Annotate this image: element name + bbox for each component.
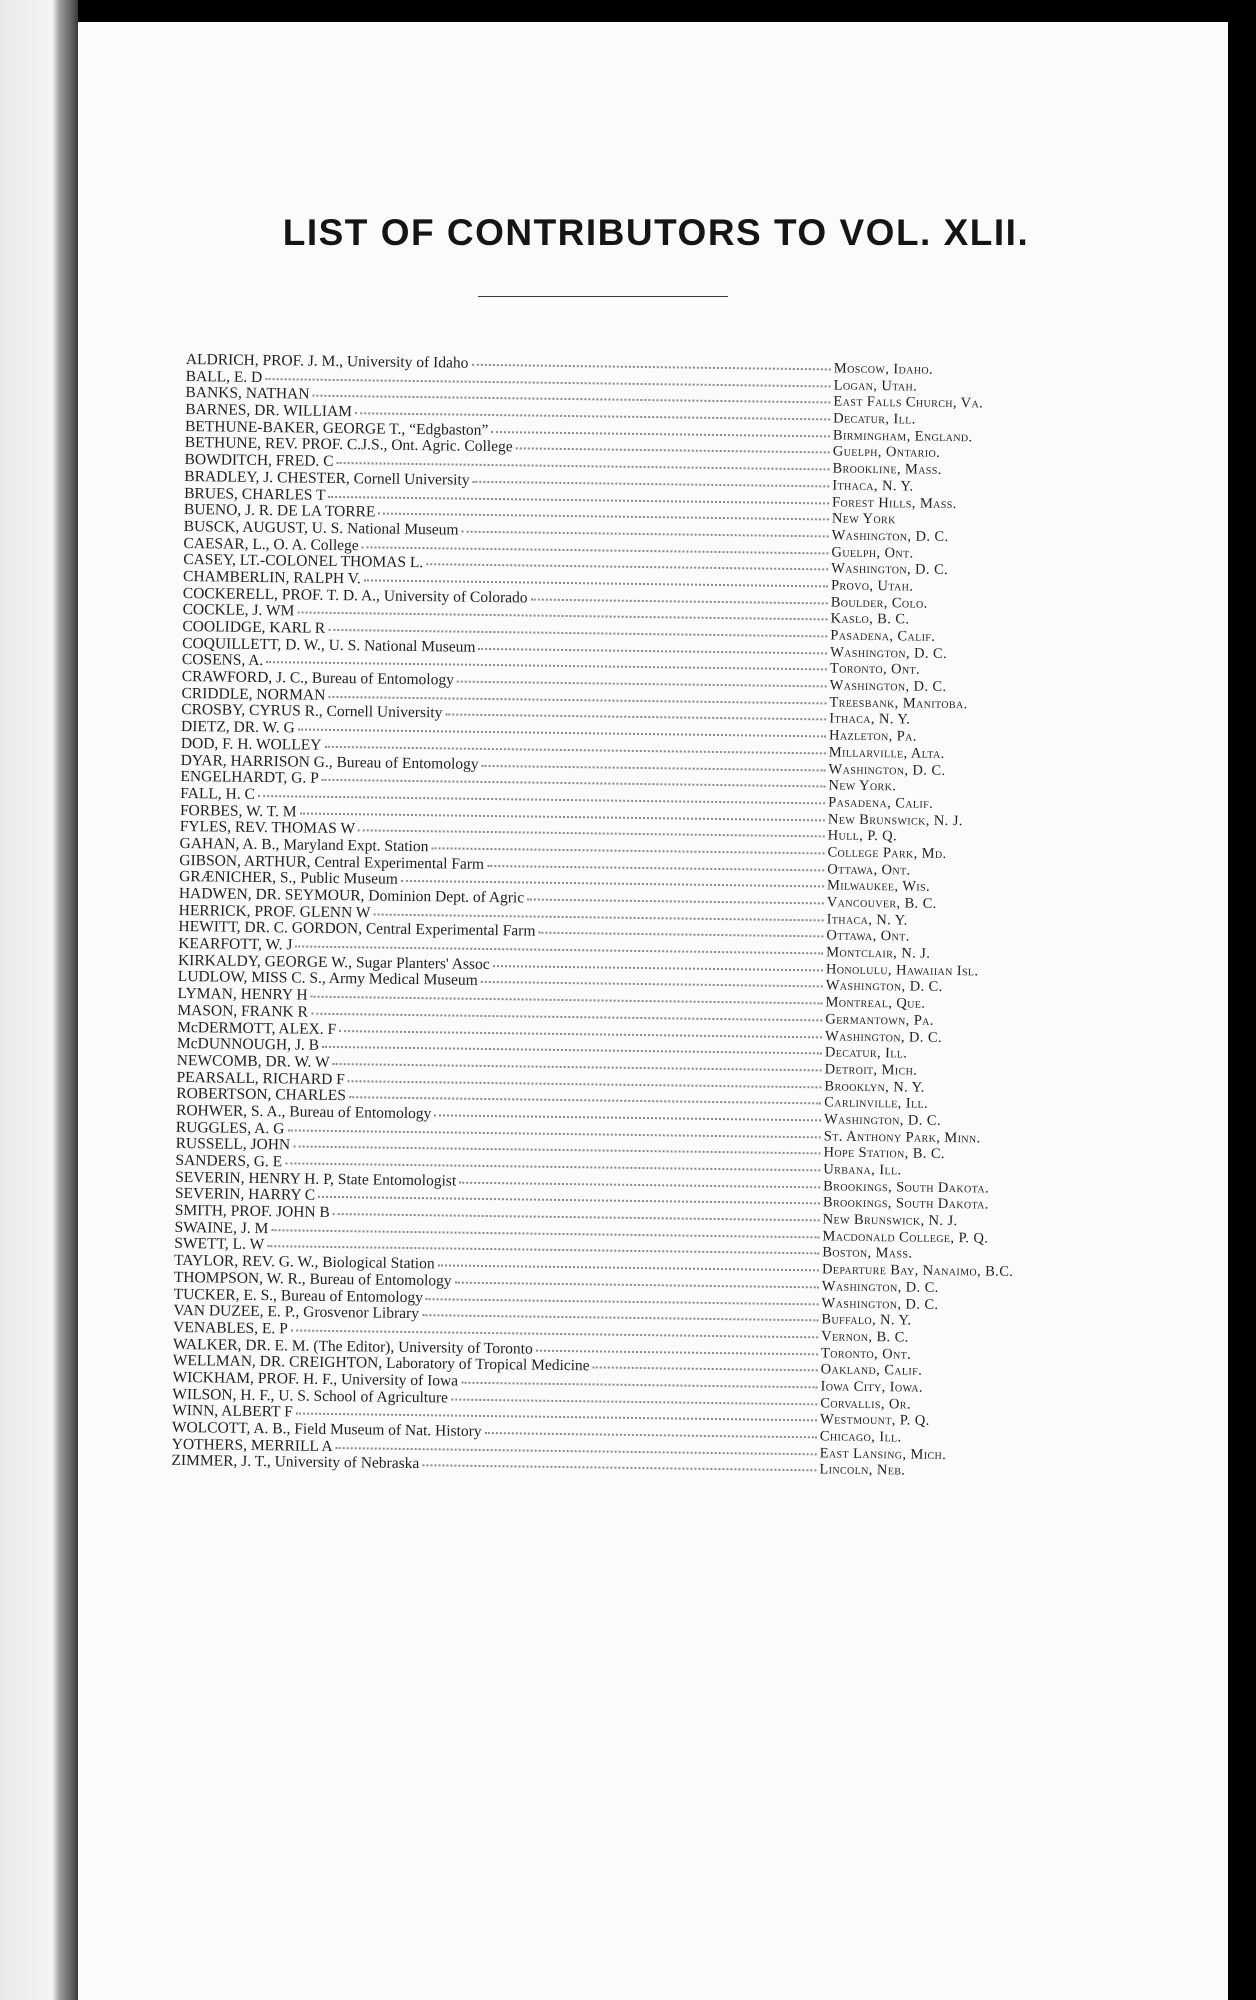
dot-leader bbox=[265, 378, 830, 387]
contributor-name: CAESAR, L., O. A. College bbox=[183, 534, 359, 554]
contributor-name: VENABLES, E. P bbox=[173, 1318, 288, 1338]
dot-leader bbox=[531, 598, 828, 604]
contributor-location: Milwaukee, Wis. bbox=[826, 877, 931, 896]
contributor-location: Detroit, Mich. bbox=[824, 1061, 918, 1079]
dot-leader bbox=[459, 1181, 820, 1188]
dot-leader bbox=[333, 1213, 820, 1221]
contributor-name: HADWEN, DR. SEYMOUR, Dominion Dept. of Agric bbox=[178, 884, 525, 907]
contributor-name: BANKS, NATHAN bbox=[185, 384, 310, 403]
dot-leader bbox=[311, 996, 823, 1005]
contributor-name: CASEY, LT.-COLONEL THOMAS L. bbox=[183, 551, 424, 572]
contributor-location: Westmount, P. Q. bbox=[819, 1411, 930, 1430]
dot-leader bbox=[471, 364, 830, 371]
contributor-location: Ithaca, N. Y. bbox=[832, 477, 914, 495]
dot-leader bbox=[481, 981, 823, 987]
contributor-location: Washington, D. C. bbox=[828, 760, 946, 779]
contributor-location: Buffalo, N. Y. bbox=[821, 1311, 912, 1329]
contributor-location: Brookings, South Dakota. bbox=[822, 1194, 989, 1213]
contributor-location: Kaslo, B. C. bbox=[830, 610, 910, 628]
contributor-location: Hope Station, B. C. bbox=[823, 1144, 946, 1163]
contributor-name: CRIDDLE, NORMAN bbox=[181, 684, 326, 704]
contributor-name: GRÆNICHER, S., Public Museum bbox=[179, 868, 398, 889]
dot-leader bbox=[455, 1281, 819, 1288]
dot-leader bbox=[422, 1314, 818, 1321]
dot-leader bbox=[461, 1382, 817, 1389]
contributor-name: BRADLEY, J. CHESTER, Cornell University bbox=[184, 467, 470, 489]
contributor-location: Millarville, Alta. bbox=[828, 744, 945, 762]
dot-leader bbox=[296, 1413, 817, 1422]
dot-leader bbox=[329, 495, 830, 504]
dot-leader bbox=[300, 812, 825, 821]
contributor-name: ROHWER, S. A., Bureau of Entomology bbox=[175, 1101, 432, 1123]
contributor-location: Ithaca, N. Y. bbox=[829, 710, 911, 728]
contributor-name: HERRICK, PROF. GLENN W bbox=[178, 901, 371, 922]
contributor-name: WALKER, DR. E. M. (The Editor), University of Toronto bbox=[172, 1335, 533, 1358]
contributor-name: WOLCOTT, A. B., Field Museum of Nat. History bbox=[171, 1418, 482, 1440]
contributor-location: Decatur, Ill. bbox=[824, 1044, 908, 1062]
contributor-location: New York. bbox=[828, 777, 897, 795]
contributor-location: Toronto, Ont. bbox=[820, 1344, 912, 1363]
contributor-name: CRAWFORD, J. C., Bureau of Entomology bbox=[181, 668, 455, 689]
contributor-name: DYAR, HARRISON G., Bureau of Entomology bbox=[180, 751, 479, 773]
contributor-location: Washington, D. C. bbox=[829, 677, 947, 696]
contributor-location: Oakland, Calif. bbox=[820, 1361, 923, 1379]
contributor-location: St. Anthony Park, Minn. bbox=[823, 1128, 981, 1147]
dot-leader bbox=[324, 746, 825, 755]
contributor-name: DOD, F. H. WOLLEY bbox=[180, 734, 322, 754]
dot-leader bbox=[298, 729, 826, 738]
contributor-name: ENGELHARDT, G. P bbox=[180, 768, 319, 787]
contributor-name: HEWITT, DR. C. GORDON, Central Experimental Farm bbox=[178, 918, 536, 940]
dot-leader bbox=[271, 1229, 819, 1238]
dot-leader bbox=[373, 913, 823, 921]
contributor-name: COSENS, A. bbox=[181, 651, 264, 670]
contributor-name: SWAINE, J. M bbox=[174, 1218, 269, 1237]
contributor-location: College Park, Md. bbox=[827, 844, 947, 862]
contributor-location: Guelph, Ontario. bbox=[832, 443, 941, 462]
contributor-location: Vancouver, B. C. bbox=[826, 894, 937, 912]
contributor-name: KEARFOTT, W. J bbox=[178, 935, 293, 954]
contributor-location: East Lansing, Mich. bbox=[819, 1445, 947, 1463]
contributor-location: Lincoln, Neb. bbox=[819, 1461, 906, 1479]
page-title: LIST OF CONTRIBUTORS TO VOL. XLII. bbox=[282, 212, 1030, 253]
contributor-location: Vernon, B. C. bbox=[821, 1328, 909, 1346]
contributor-name: SEVERIN, HENRY H. P, State Entomologist bbox=[175, 1168, 457, 1190]
dot-leader bbox=[311, 1013, 822, 1022]
dot-leader bbox=[322, 779, 826, 788]
contributor-name: SWETT, L. W bbox=[174, 1235, 265, 1254]
title-rule bbox=[478, 296, 728, 297]
contributor-name: NEWCOMB, DR. W. W bbox=[176, 1051, 330, 1071]
contributor-name: FALL, H. C bbox=[180, 784, 255, 803]
contributor-location: East Falls Church, Va. bbox=[833, 393, 984, 412]
contributor-name: ALDRICH, PROF. J. M., University of Idaho bbox=[185, 351, 469, 372]
dot-leader bbox=[485, 1432, 817, 1438]
dot-leader bbox=[451, 1398, 817, 1405]
contributor-location: Macdonald College, P. Q. bbox=[822, 1228, 989, 1247]
dot-leader bbox=[462, 530, 829, 537]
contributor-name: COOLIDGE, KARL R bbox=[182, 617, 326, 637]
dot-leader bbox=[438, 1264, 819, 1271]
dot-leader bbox=[337, 462, 830, 470]
contributor-location: Montreal, Que. bbox=[825, 994, 926, 1012]
contributor-location: Provo, Utah. bbox=[830, 577, 914, 595]
dot-leader bbox=[478, 648, 827, 655]
contributor-location: Ithaca, N. Y. bbox=[826, 911, 908, 929]
contributor-location: Brookline, Mass. bbox=[832, 460, 942, 479]
dot-leader bbox=[457, 681, 827, 688]
contributor-name: VAN DUZEE, E. P., Grosvenor Library bbox=[173, 1302, 420, 1323]
contributor-location: Washington, D. C. bbox=[831, 560, 949, 579]
dot-leader bbox=[482, 764, 826, 771]
contributor-name: LUDLOW, MISS C. S., Army Medical Museum bbox=[177, 968, 478, 990]
contributor-location: Brookings, South Dakota. bbox=[823, 1178, 990, 1197]
dot-leader bbox=[362, 546, 829, 554]
contributor-name: CHAMBERLIN, RALPH V. bbox=[182, 567, 361, 588]
contributor-name: COCKLE, J. WM bbox=[182, 601, 295, 620]
contributor-name: BETHUNE, REV. PROF. C.J.S., Ont. Agric. College bbox=[184, 434, 513, 456]
dot-leader bbox=[491, 431, 830, 437]
contributor-location: Washington, D. C. bbox=[830, 644, 948, 662]
contributor-location: Washington, D. C. bbox=[825, 977, 943, 996]
dot-leader bbox=[593, 1367, 818, 1372]
contributor-location: Honolulu, Hawaiian Isl. bbox=[825, 961, 979, 980]
dot-leader bbox=[538, 932, 823, 938]
contributor-name: MASON, FRANK R bbox=[177, 1001, 308, 1021]
contributor-name: BOWDITCH, FRED. C bbox=[184, 451, 334, 471]
contributor-location: Ottawa, Ont. bbox=[826, 927, 910, 945]
dot-leader bbox=[295, 946, 823, 955]
contributor-name: YOTHERS, MERRILL A bbox=[171, 1435, 333, 1455]
dot-leader bbox=[422, 1465, 816, 1472]
contributor-name: CROSBY, CYRUS R., Cornell University bbox=[181, 701, 443, 722]
dot-leader bbox=[258, 795, 825, 804]
contributor-name: McDERMOTT, ALEX. F bbox=[177, 1018, 337, 1038]
contributor-location: Logan, Utah. bbox=[833, 377, 918, 395]
contributor-name: BALL, E. D bbox=[185, 367, 263, 386]
contributor-location: Boston, Mass. bbox=[822, 1244, 913, 1263]
contributor-location: Boulder, Colo. bbox=[830, 594, 928, 612]
dot-leader bbox=[516, 448, 830, 454]
contributor-location: Washington, D. C. bbox=[821, 1294, 939, 1313]
dot-leader bbox=[527, 899, 824, 905]
contributor-name: COQUILLETT, D. W., U. S. National Museum bbox=[182, 634, 476, 656]
contributor-name: LYMAN, HENRY H bbox=[177, 985, 308, 1004]
contributor-location: Corvallis, Or. bbox=[820, 1395, 912, 1413]
dot-leader bbox=[426, 563, 828, 570]
contributor-location: Decatur, Ill. bbox=[833, 410, 916, 428]
contributor-name: GIBSON, ARTHUR, Central Experimental Farm bbox=[179, 851, 485, 873]
dot-leader bbox=[364, 579, 828, 587]
dot-leader bbox=[293, 1146, 820, 1155]
dot-leader bbox=[536, 1349, 818, 1355]
contributor-name: PEARSALL, RICHARD F bbox=[176, 1068, 345, 1088]
contributor-name: COCKERELL, PROF. T. D. A., University of Colorado bbox=[182, 584, 528, 607]
contributor-location: Hull, P. Q. bbox=[827, 827, 898, 845]
dot-leader bbox=[287, 1129, 820, 1138]
contributor-name: BRUES, CHARLES T bbox=[184, 484, 326, 504]
contributor-name: WILSON, H. F., U. S. School of Agriculture bbox=[172, 1385, 449, 1407]
contributor-location: Brooklyn, N. Y. bbox=[824, 1077, 925, 1096]
dot-leader bbox=[426, 1298, 819, 1305]
contributor-location: Moscow, Idaho. bbox=[833, 360, 934, 378]
dot-leader bbox=[401, 880, 824, 888]
contributor-name: FYLES, REV. THOMAS W bbox=[179, 818, 356, 838]
contributor-name: McDUNNOUGH, J. B bbox=[176, 1035, 320, 1054]
contributor-location: Treesbank, Manitoba. bbox=[829, 694, 968, 713]
contributor-name: SANDERS, G. E bbox=[175, 1151, 283, 1171]
contributor-name: WICKHAM, PROF. H. F., University of Iowa bbox=[172, 1368, 459, 1390]
contributor-location: New York bbox=[831, 510, 896, 528]
dot-leader bbox=[473, 481, 830, 488]
dot-leader bbox=[333, 1063, 822, 1071]
binding-edge bbox=[0, 0, 78, 2000]
contributor-location: Ottawa, Ont. bbox=[827, 861, 911, 879]
contributor-location: Hazleton, Pa. bbox=[828, 727, 917, 745]
contributor-name: THOMPSON, W. R., Bureau of Entomology bbox=[173, 1268, 452, 1290]
contributor-location: Washington, D. C. bbox=[821, 1278, 939, 1296]
contributor-name: FORBES, W. T. M bbox=[179, 801, 297, 821]
dot-leader bbox=[312, 395, 830, 404]
contributor-location: Montclair, N. J. bbox=[826, 944, 931, 962]
contributor-name: RUSSELL, JOHN bbox=[175, 1135, 291, 1154]
contributor-location: Carlinville, Ill. bbox=[824, 1094, 929, 1113]
contributor-location: Departure Bay, Nanaimo, B.C. bbox=[821, 1261, 1014, 1281]
contributor-location: Germantown, Pa. bbox=[825, 1011, 934, 1029]
dot-leader bbox=[445, 714, 826, 721]
dot-leader bbox=[322, 1046, 822, 1055]
book-page bbox=[78, 22, 1228, 2000]
contributor-location: Washington, D. C. bbox=[824, 1027, 943, 1046]
contributor-name: BUENO, J. R. DE LA TORRE bbox=[183, 501, 376, 521]
contributor-name: SMITH, PROF. JOHN B bbox=[174, 1201, 330, 1222]
contributor-name: BETHUNE-BAKER, GEORGE T., “Edgbaston” bbox=[184, 417, 489, 439]
contributor-name: WELLMAN, DR. CREIGHTON, Laboratory of Tropical Medicine bbox=[172, 1352, 590, 1375]
dot-leader bbox=[336, 1447, 817, 1455]
contributor-name: ROBERTSON, CHARLES bbox=[176, 1085, 346, 1105]
dot-leader bbox=[318, 1196, 820, 1205]
contributor-name: TAYLOR, REV. G. W., Biological Station bbox=[173, 1252, 435, 1273]
contributor-location: New Brunswick, N. J. bbox=[827, 811, 963, 829]
contributor-location: New Brunswick, N. J. bbox=[822, 1211, 958, 1230]
dot-leader bbox=[297, 612, 827, 621]
dot-leader bbox=[493, 965, 823, 971]
dot-leader bbox=[378, 513, 829, 521]
contributor-name: DIETZ, DR. W. G bbox=[180, 718, 295, 737]
contributor-location: Pasadena, Calif. bbox=[830, 627, 936, 645]
dot-leader bbox=[339, 1030, 822, 1038]
contributor-name: BUSCK, AUGUST, U. S. National Museum bbox=[183, 517, 459, 539]
contributor-location: Urbana, Ill. bbox=[823, 1161, 902, 1179]
contributor-name: KIRKALDY, GEORGE W., Sugar Planters' Assoc bbox=[177, 951, 490, 973]
contributor-location: Toronto, Ont. bbox=[829, 660, 921, 679]
dot-leader bbox=[348, 1080, 822, 1088]
contributor-name: RUGGLES, A. G bbox=[175, 1118, 285, 1137]
contributor-location: Forest Hills, Mass. bbox=[831, 493, 957, 512]
dot-leader bbox=[487, 865, 824, 871]
contributor-location: Birmingham, England. bbox=[832, 427, 973, 446]
contributor-name: GAHAN, A. B., Maryland Expt. Station bbox=[179, 834, 429, 856]
contributor-name: WINN, ALBERT F bbox=[172, 1402, 293, 1421]
dot-leader bbox=[291, 1329, 818, 1338]
dot-leader bbox=[328, 629, 827, 638]
dot-leader bbox=[328, 696, 826, 705]
contributor-location: Washington, D. C. bbox=[831, 527, 949, 545]
contributor-location: Washington, D. C. bbox=[823, 1111, 942, 1129]
contributor-location: Chicago, Ill. bbox=[819, 1428, 902, 1446]
contributor-location: Iowa City, Iowa. bbox=[820, 1378, 924, 1396]
contributor-location: Pasadena, Calif. bbox=[828, 794, 934, 812]
contributor-list bbox=[171, 352, 1086, 1482]
dot-leader bbox=[349, 1096, 821, 1104]
dot-leader bbox=[358, 830, 825, 838]
contributor-name: SEVERIN, HARRY C bbox=[174, 1185, 316, 1205]
dot-leader bbox=[431, 847, 824, 854]
contributor-name: BARNES, DR. WILLIAM bbox=[185, 401, 353, 421]
dot-leader bbox=[434, 1114, 821, 1121]
contributor-name: ZIMMER, J. T., University of Nebraska bbox=[171, 1452, 420, 1473]
contributor-name: TUCKER, E. S., Bureau of Entomology bbox=[173, 1285, 424, 1306]
dot-leader bbox=[285, 1162, 820, 1171]
contributor-location: Guelph, Ont. bbox=[831, 544, 914, 562]
dot-leader bbox=[355, 412, 830, 420]
